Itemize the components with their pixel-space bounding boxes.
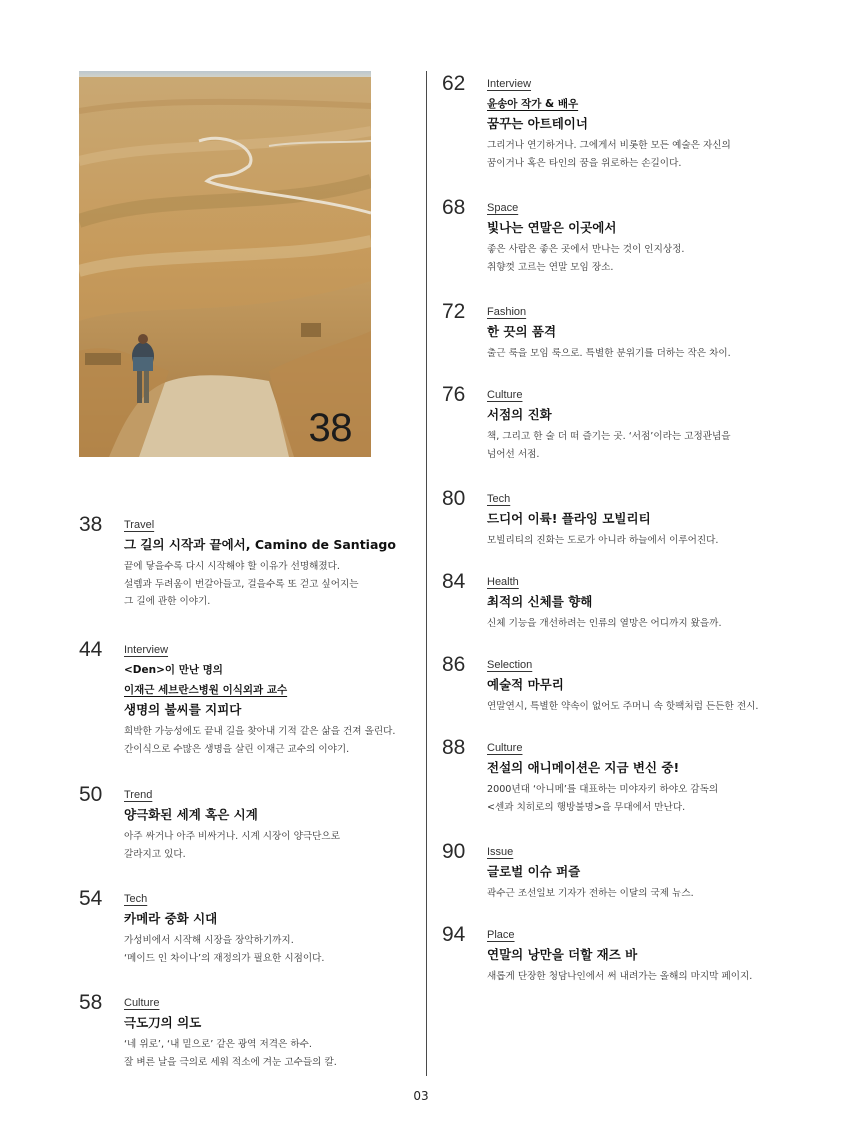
entry-category: Issue: [487, 846, 514, 858]
entry-category: Interview: [124, 644, 169, 656]
entry-description: 모빌리티의 진화는 도로가 아니라 하늘에서 이루어진다.: [487, 535, 719, 546]
entry-description: ‘네 위로’, ‘내 밑으로’ 같은 광역 저격은 하수. 잘 벼른 날을 극의로 세워 적소에 겨눈 고수들의 칼.: [124, 1039, 337, 1068]
entry-description: 새롭게 단장한 청담나인에서 써 내려가는 올해의 마지막 페이지.: [487, 971, 753, 982]
entry-page-number: 84: [442, 570, 466, 593]
entry-page-number: 90: [442, 840, 466, 863]
entry-title: 연말의 낭만을 더할 재즈 바: [487, 947, 638, 962]
entry-category: Culture: [124, 997, 160, 1009]
entry-page-number: 44: [79, 638, 103, 661]
entry-description: 아주 싸거나 아주 비싸거나. 시계 시장이 양극단으로 갈라지고 있다.: [124, 831, 340, 860]
entry-category: Health: [487, 576, 519, 588]
entry-page-number: 76: [442, 383, 466, 406]
entry-category: Tech: [487, 493, 511, 505]
entry-title: 생명의 불씨를 지피다: [124, 702, 242, 717]
entry-subtitle: 윤송아 작가 & 배우: [487, 98, 579, 110]
entry-title: 글로벌 이슈 퍼즐: [487, 864, 581, 879]
folio-page-number: 03: [413, 1089, 429, 1103]
entry-page-number: 58: [79, 991, 103, 1014]
entry-description: 신체 기능을 개선하려는 인류의 열망은 어디까지 왔을까.: [487, 618, 722, 629]
entry-description: 그리거나 연기하거나. 그에게서 비롯한 모든 예술은 자신의 꿈이거나 혹은 타인의 꿈을 위로하는 손길이다.: [487, 140, 731, 169]
entry-page-number: 72: [442, 300, 466, 323]
entry-category: Culture: [487, 742, 523, 754]
entry-title: 최적의 신체를 향해: [487, 594, 593, 609]
entry-description: 곽수근 조선일보 기자가 전하는 이달의 국제 뉴스.: [487, 888, 694, 899]
entry-description: 끝에 닿을수록 다시 시작해야 할 이유가 선명해졌다. 설렘과 두려움이 번갈아들고, 걸을수록 또 걷고 싶어지는 그 길에 관한 이야기.: [124, 561, 359, 607]
entry-title: 빛나는 연말은 이곳에서: [487, 220, 617, 235]
entry-page-number: 86: [442, 653, 466, 676]
entry-title: 드디어 이륙! 플라잉 모빌리티: [487, 511, 651, 526]
entry-category: Trend: [124, 789, 153, 801]
entry-title: 서점의 진화: [487, 407, 552, 422]
entry-description: 책, 그리고 한 술 더 떠 즐기는 곳. ‘서점’이라는 고정관념을 넘어선 서점.: [487, 431, 731, 460]
entry-category: Space: [487, 202, 519, 214]
photo-page-number: 38: [308, 406, 352, 450]
entry-category: Tech: [124, 893, 148, 905]
entry-category: Place: [487, 929, 515, 941]
entry-page-number: 50: [79, 783, 103, 806]
entry-page-number: 54: [79, 887, 103, 910]
entry-category: Travel: [124, 519, 155, 531]
camino-landscape-image: [79, 71, 371, 457]
entry-page-number: 88: [442, 736, 466, 759]
entry-title: 한 끗의 품격: [487, 324, 557, 339]
entry-page-number: 68: [442, 196, 466, 219]
entry-description: 희박한 가능성에도 끝내 길을 찾아내 기적 같은 삶을 건져 올린다. 간이식으로 수많은 생명을 살린 이재근 교수의 이야기.: [124, 726, 396, 755]
entry-title: 예술적 마무리: [487, 677, 564, 692]
entry-description: 출근 룩을 모임 룩으로. 특별한 분위기를 더하는 작은 차이.: [487, 348, 731, 359]
entry-page-number: 62: [442, 72, 466, 95]
entry-page-number: 94: [442, 923, 466, 946]
entry-page-number: 38: [79, 513, 103, 536]
cover-photo: [79, 71, 371, 457]
column-divider: [426, 71, 427, 1076]
entry-subtitle: <Den>이 만난 명의: [124, 664, 223, 676]
entry-category: Fashion: [487, 306, 527, 318]
entry-title: 카메라 중화 시대: [124, 911, 218, 926]
entry-title: 꿈꾸는 아트테이너: [487, 116, 588, 131]
entry-title: 전설의 애니메이션은 지금 변신 중!: [487, 760, 680, 775]
entry-title: 극도刀의 의도: [124, 1015, 202, 1030]
entry-description: 연말연시, 특별한 약속이 없어도 주머니 속 핫팩처럼 든든한 전시.: [487, 701, 759, 712]
entry-description: 2000년대 ‘아니메’를 대표하는 미야자키 하야오 감독의 <센과 치히로의 행방불명>을 무대에서 만난다.: [487, 784, 719, 813]
entry-description: 좋은 사람은 좋은 곳에서 만나는 것이 인지상정. 취향껏 고르는 연말 모임 장소.: [487, 244, 685, 273]
entry-title: 그 길의 시작과 끝에서, Camino de Santiago: [124, 537, 396, 552]
entry-category: Culture: [487, 389, 523, 401]
entry-description: 가성비에서 시작해 시장을 장악하기까지. ‘메이드 인 차이나’의 재정의가 필요한 시점이다.: [124, 935, 325, 964]
entry-category: Selection: [487, 659, 533, 671]
entry-category: Interview: [487, 78, 532, 90]
entry-page-number: 80: [442, 487, 466, 510]
entry-subtitle: 이재근 세브란스병원 이식외과 교수: [124, 684, 288, 696]
entry-title: 양극화된 세계 혹은 시계: [124, 807, 258, 822]
